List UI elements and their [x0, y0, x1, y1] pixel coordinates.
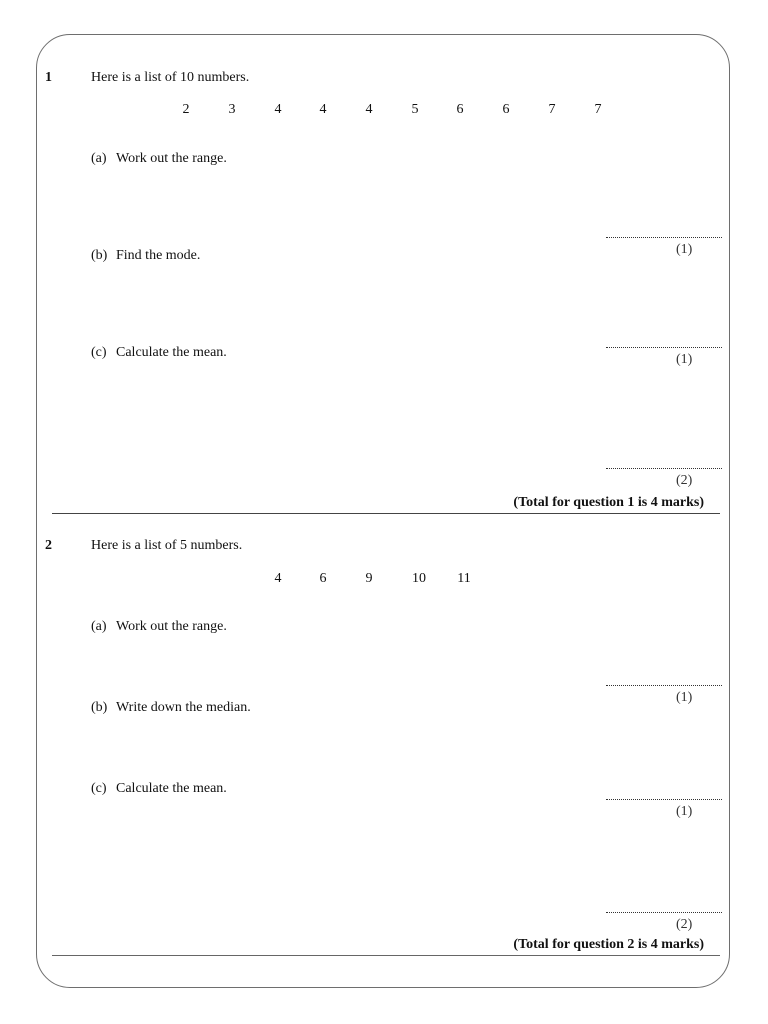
- list-number: 2: [182, 102, 190, 117]
- part-label: (a): [91, 151, 107, 166]
- answer-line[interactable]: [606, 237, 722, 238]
- answer-line[interactable]: [606, 347, 722, 348]
- list-number: 9: [365, 571, 373, 586]
- question-number: 2: [45, 538, 52, 553]
- question-total: (Total for question 2 is 4 marks): [513, 937, 704, 952]
- part-text: Find the mode.: [116, 248, 201, 263]
- part-label: (c): [91, 781, 107, 796]
- part-text: Work out the range.: [116, 151, 227, 166]
- list-number: 4: [274, 102, 282, 117]
- page-border: [36, 34, 730, 988]
- part-mark: (2): [676, 917, 693, 932]
- list-number: 4: [319, 102, 327, 117]
- question-intro: Here is a list of 10 numbers.: [91, 70, 250, 85]
- part-text: Calculate the mean.: [116, 781, 227, 796]
- list-number: 6: [319, 571, 327, 586]
- part-label: (a): [91, 619, 107, 634]
- question-divider: [52, 955, 720, 956]
- part-label: (b): [91, 248, 108, 263]
- part-mark: (1): [676, 690, 693, 705]
- answer-line[interactable]: [606, 912, 722, 913]
- list-number: 6: [456, 102, 464, 117]
- answer-line[interactable]: [606, 799, 722, 800]
- list-number: 5: [411, 102, 419, 117]
- list-number: 6: [502, 102, 510, 117]
- question-intro: Here is a list of 5 numbers.: [91, 538, 243, 553]
- part-mark: (2): [676, 473, 693, 488]
- list-number: 4: [365, 102, 373, 117]
- part-mark: (1): [676, 242, 693, 257]
- part-mark: (1): [676, 804, 693, 819]
- list-number: 3: [228, 102, 236, 117]
- answer-line[interactable]: [606, 685, 722, 686]
- list-number: 11: [457, 571, 471, 586]
- part-label: (c): [91, 345, 107, 360]
- list-number: 10: [412, 571, 426, 586]
- question-number: 1: [45, 70, 52, 85]
- part-mark: (1): [676, 352, 693, 367]
- answer-line[interactable]: [606, 468, 722, 469]
- list-number: 4: [274, 571, 282, 586]
- question-total: (Total for question 1 is 4 marks): [513, 495, 704, 510]
- part-label: (b): [91, 700, 108, 715]
- part-text: Work out the range.: [116, 619, 227, 634]
- question-divider: [52, 513, 720, 514]
- part-text: Calculate the mean.: [116, 345, 227, 360]
- list-number: 7: [594, 102, 602, 117]
- list-number: 7: [548, 102, 556, 117]
- part-text: Write down the median.: [116, 700, 251, 715]
